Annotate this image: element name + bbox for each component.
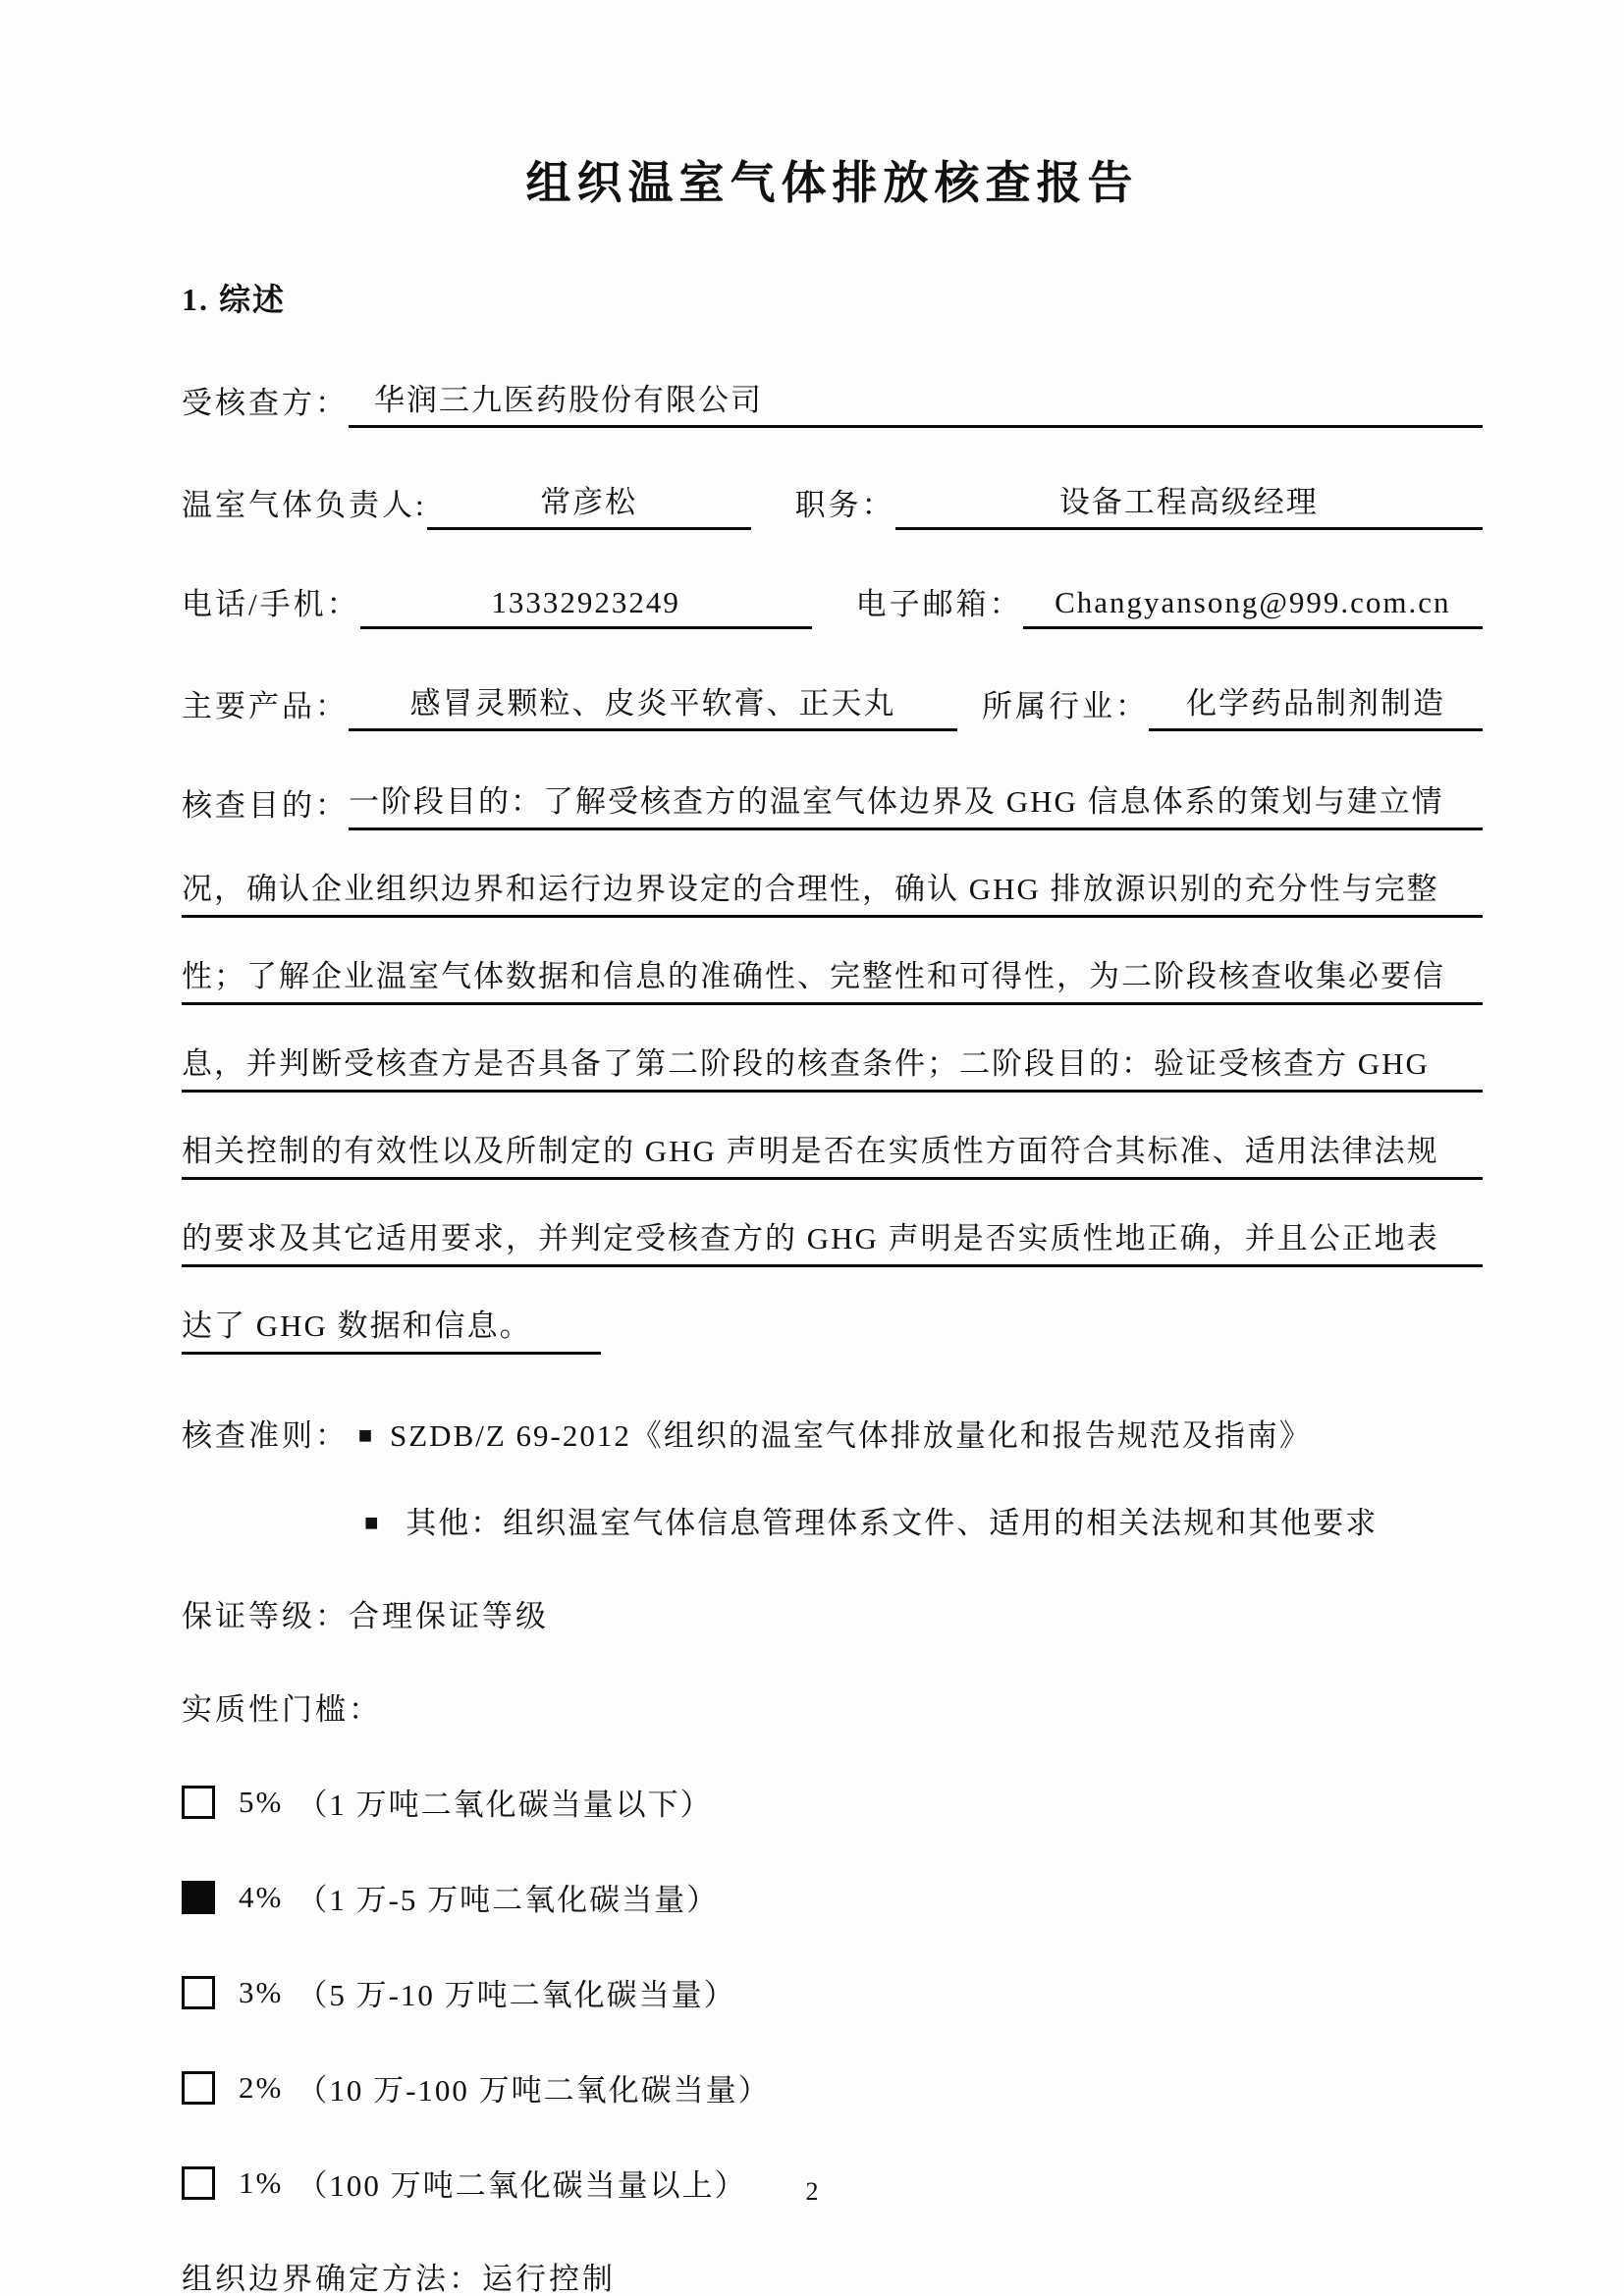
checkbox-icon (182, 1786, 215, 1819)
criteria-item-2: 其他：组织温室气体信息管理体系文件、适用的相关法规和其他要求 (406, 1506, 1379, 1540)
products-value: 感冒灵颗粒、皮炎平软膏、正天丸 (349, 678, 957, 731)
manager-value: 常彦松 (427, 477, 751, 530)
email-value: Changyansong@999.com.cn (1023, 585, 1483, 629)
materiality-desc: （100 万吨二氧化碳当量以上） (297, 2168, 747, 2203)
purpose-row (182, 780, 1483, 830)
field-row-products-industry (182, 678, 1483, 731)
boundary-method-row (182, 2254, 1483, 2296)
position-value: 设备工程高级经理 (895, 477, 1483, 530)
materiality-pct: 3% (239, 1974, 284, 2009)
criteria-item-1: SZDB/Z 69-2012《组织的温室气体排放量化和报告规范及指南》 (390, 1418, 1312, 1453)
checkbox-icon (182, 1976, 215, 2009)
materiality-pct: 1% (239, 2164, 284, 2200)
materiality-option-2pct (182, 2065, 1483, 2109)
purpose-line-5: 相关控制的有效性以及所制定的 GHG 声明是否在实质性方面符合其标准、适用法律法规 (182, 1131, 1483, 1180)
products-label: 主要产品： (182, 689, 349, 723)
manager-label: 温室气体负责人: (182, 488, 427, 522)
assurance-label: 保证等级： (182, 1599, 349, 1633)
materiality-desc: （10 万-100 万吨二氧化碳当量） (297, 2073, 771, 2108)
field-row-auditee (182, 375, 1483, 428)
purpose-line-1: 一阶段目的：了解受核查方的温室气体边界及 GHG 信息体系的策划与建立情 (349, 781, 1483, 830)
bullet-square-icon: ■ (357, 1423, 375, 1449)
position-label: 职务： (794, 488, 895, 522)
criteria-row-1 (182, 1411, 1483, 1455)
materiality-desc: （1 万吨二氧化碳当量以下） (297, 1788, 713, 1822)
materiality-heading: 实质性门槛： (182, 1692, 382, 1727)
purpose-line-3: 性；了解企业温室气体数据和信息的准确性、完整性和可得性，为二阶段核查收集必要信 (182, 956, 1483, 1005)
checkbox-checked-icon (182, 1881, 215, 1914)
materiality-option-3pct (182, 1970, 1483, 2014)
purpose-line-6: 的要求及其它适用要求，并判定受核查方的 GHG 声明是否实质性地正确，并且公正地表 (182, 1218, 1483, 1267)
purpose-line-7: 达了 GHG 数据和信息。 (182, 1306, 601, 1355)
assurance-value: 合理保证等级 (349, 1599, 549, 1633)
purpose-line-2: 况，确认企业组织边界和运行边界设定的合理性，确认 GHG 排放源识别的充分性与完整 (182, 869, 1483, 918)
materiality-pct: 2% (239, 2069, 284, 2105)
assurance-row (182, 1591, 1483, 1635)
page-number: 2 (805, 2177, 819, 2206)
auditee-label: 受核查方： (182, 386, 349, 420)
purpose-label: 核查目的： (182, 788, 349, 823)
field-row-phone-email (182, 579, 1483, 629)
materiality-option-5pct (182, 1780, 1483, 1824)
page-title: 组织温室气体排放核查报告 (525, 158, 1139, 208)
industry-label: 所属行业： (982, 689, 1149, 723)
materiality-desc: （5 万-10 万吨二氧化碳当量） (297, 1978, 736, 2012)
materiality-desc: （1 万-5 万吨二氧化碳当量） (297, 1883, 720, 1917)
purpose-line-4: 息，并判断受核查方是否具备了第二阶段的核查条件；二阶段目的：验证受核查方 GHG (182, 1043, 1483, 1093)
boundary-label: 组织边界确定方法： (182, 2262, 482, 2296)
materiality-pct: 5% (239, 1784, 284, 1819)
checkbox-icon (182, 2071, 215, 2105)
phone-label: 电话/手机： (182, 587, 360, 621)
field-row-manager-position (182, 477, 1483, 530)
section-heading: 1. 综述 (182, 282, 287, 317)
boundary-value: 运行控制 (482, 2262, 616, 2296)
phone-value: 13332923249 (360, 585, 812, 629)
auditee-value: 华润三九医药股份有限公司 (349, 375, 1483, 428)
email-label: 电子邮箱： (855, 587, 1023, 621)
bullet-square-icon: ■ (364, 1511, 381, 1536)
materiality-option-4pct (182, 1875, 1483, 1919)
industry-value: 化学药品制剂制造 (1149, 678, 1483, 731)
materiality-pct: 4% (239, 1879, 284, 1914)
criteria-label: 核查准则： (182, 1418, 349, 1453)
criteria-row-2 (364, 1498, 1483, 1542)
